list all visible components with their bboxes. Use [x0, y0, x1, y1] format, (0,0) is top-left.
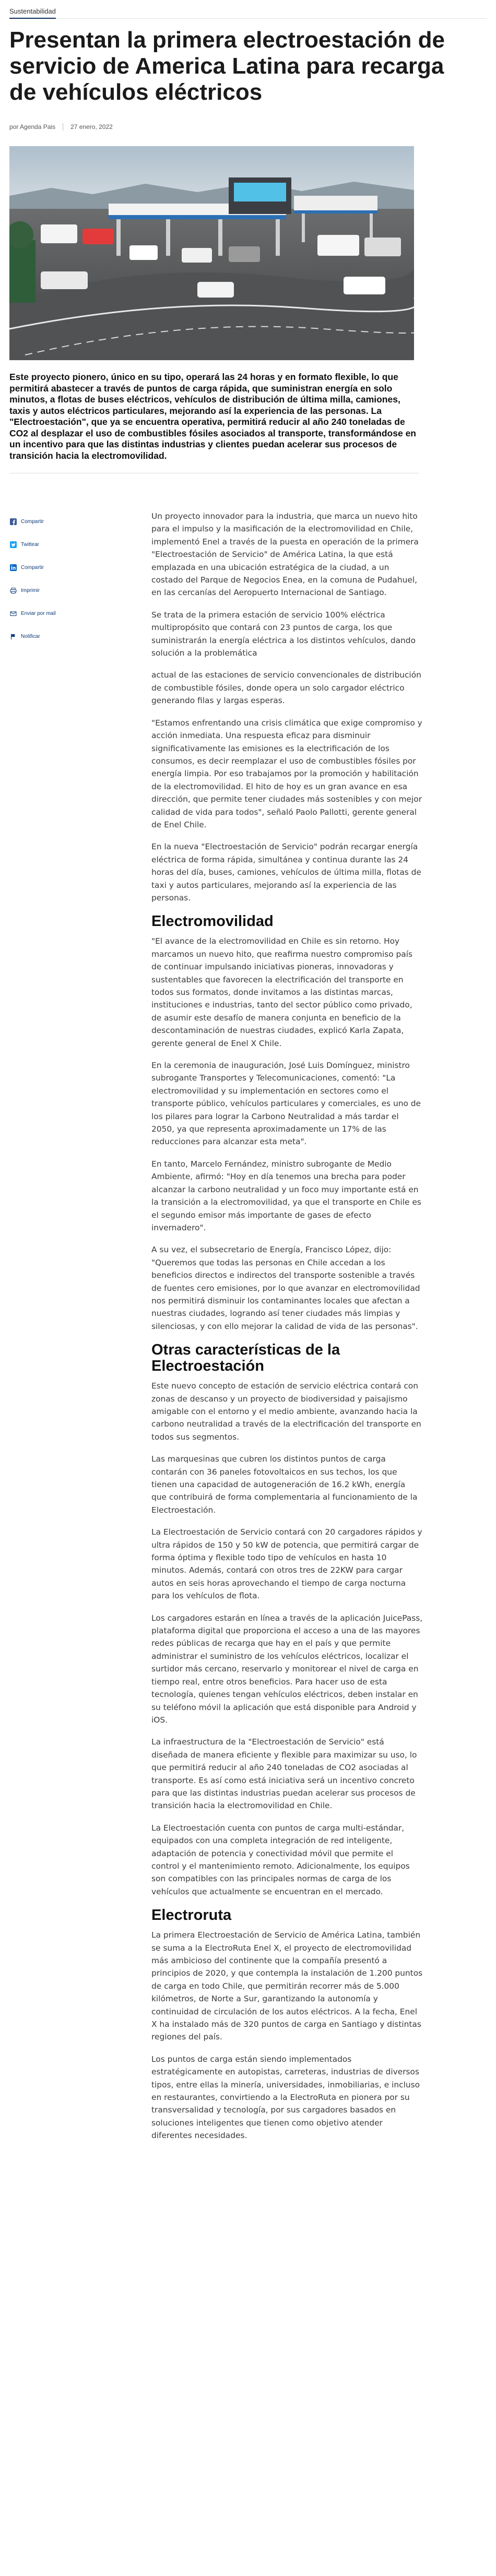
publish-date: 27 enero, 2022	[70, 123, 113, 130]
section-heading: Otras características de la Electroestación	[151, 1342, 340, 1375]
share-twitter[interactable]	[9, 533, 72, 556]
paragraph: La primera Electroestación de Servicio de América Latina, también se suma a la ElectroRuta Enel X, el proyecto de electromovilidad más ambicioso del continente que la compañía presentó a principios de 2020, y que contempla la instalación de 1.200 puntos de carga en todo Chile, que permitirán recorrer más de 5.000 kilómetros, de Norte a Sur, garantizando la autonomía y continuidad de circulación de los autos eléctricos. A la fecha, Enel X ha instalado más de 320 puntos de carga en Santiago y distintas regiones del país.	[151, 1930, 423, 2042]
paragraph: Los puntos de carga están siendo implementados estratégicamente en autopistas, carreteras, industrias de diversos tipos, entre ellas la minería, universidades, inmobiliarias, e incluso en restaurantes, convirtiendo a la ElectroRuta en pionera por su transversalidad y tecnología, por sus cargadores basados en soluciones inteligentes que tienen como objetivo atender diferentes necesidades.	[151, 2054, 420, 2141]
section-heading: Electroruta	[151, 1907, 232, 1924]
paragraph: "El avance de la electromovilidad en Chile es sin retorno. Hoy marcamos un nuevo hito, que reafirma nuestro compromiso país de continuar impulsando iniciativas pioneras, innovadoras y sustentables que favorecen la electrificación del transporte en todos sus formatos, donde invitamos a las distintas marcas, instituciones e industrias, tanto del sector público como privado, de asumir este desafío de manera conjunta en beneficio de la descontaminación de nuestras ciudades, explicó Karla Zapata, gerente general de Enel X Chile.	[151, 936, 412, 1048]
top-spacer	[9, 0, 487, 5]
paragraph: Los cargadores estarán en línea a través de la aplicación JuicePass, plataforma digital que proporciona el acceso a una de las mayores redes públicas de recarga que hay en el país y que permite administrar el suministro de los vehículos eléctricos, localizar el surtidor más cercano, reservarlo y monitorear el nivel de carga en tiempo real, entre otros beneficios. Para hacer uso de esta tecnología, quienes tengan vehículos eléctricos, deben instalar en su teléfono móvil la aplicación que está disponible para Android y iOS.	[151, 1613, 423, 1725]
category-link[interactable]: Sustentabilidad	[9, 7, 56, 19]
paragraph: La infraestructura de la "Electroestación de Servicio" está diseñada de manera eficiente y flexible para maximizar su uso, lo que permitirá reducir al año 240 toneladas de CO2 asociadas al transporte. Es así como está iniciativa será un incentivo concreto para que las distintas industrias puedan acelerar sus procesos de transición hacia la electromovilidad en Chile.	[151, 1737, 417, 1811]
linkedin-icon	[9, 564, 17, 571]
share-print[interactable]	[9, 579, 72, 602]
article-content	[9, 510, 487, 2142]
paragraph: En tanto, Marcelo Fernández, ministro subrogante de Medio Ambiente, afirmó: "Hoy en día tenemos una brecha para poder alcanzar la carbono neutralidad y un foco muy importante está en la transición a la electromovilidad, ya que el transporte en Chile es el segundo emisor más importante de gases de efecto invernadero".	[151, 1159, 421, 1232]
flag-icon	[9, 633, 17, 640]
share-bar	[9, 510, 72, 648]
share-facebook[interactable]	[9, 510, 72, 533]
electrostation-photo	[9, 146, 414, 360]
category-bar	[9, 5, 487, 19]
share-label: Enviar por mail	[21, 610, 56, 616]
share-label: Twittear	[21, 541, 40, 548]
share-linkedin[interactable]	[9, 556, 72, 579]
paragraph: actual de las estaciones de servicio convencionales de distribución de combustible fósiles, donde opera un solo cargador eléctrico generando filas y largas esperas.	[151, 670, 421, 706]
paragraph: La Electroestación cuenta con puntos de carga multi-estándar, equipados con una completa integración de red inteligente, adaptación de potencia y conectividad móvil que permite el control y el mantenimiento remoto. Adicionalmente, los equipos son compatibles con las principales normas de carga de los vehículos que actualmente se encuentran en el mercado.	[151, 1823, 410, 1896]
paragraph: Este nuevo concepto de estación de servicio eléctrica contará con zonas de descanso y un proyecto de biodiversidad y paisajismo amigable con el entorno y el medio ambiente, avanzando hacia la carbono neutralidad a través de la electrificación del transporte en todos sus segmentos.	[151, 1381, 421, 1442]
article-body	[151, 510, 423, 2142]
author[interactable]: por Agenda Pais	[9, 123, 56, 130]
facebook-icon	[9, 518, 17, 525]
share-label: Imprimir	[21, 587, 40, 593]
share-label: Compartir	[21, 564, 44, 571]
hero-image	[9, 146, 414, 360]
paragraph: En la nueva "Electroestación de Servicio" podrán recargar energía eléctrica de forma rápida, simultánea y continua durante las 24 horas del día, buses, camiones, vehículos de última milla, flotas de taxi y autos particulares, mejorando así la experiencia de las personas.	[151, 842, 421, 903]
article-lead: Este proyecto pionero, único en su tipo, operará las 24 horas y en formato flexible, lo que permitirá abastecer a través de puntos de carga rápida, que suministran energía en solo minutos, a flotas de buses eléctricos, vehículos de distribución de última milla, camiones, taxis y autos eléctricos particulares, mejorando así la experiencia de las personas. La "Electroestación", que ya se encuentra operativa, permitirá reducir al año 240 toneladas de CO2 al desplazar el uso de combustibles fósiles asociados al transporte, transformándose en un incentivo para que las distintas industrias y clientes puedan acelerar sus procesos de transición hacia la electromovilidad.	[9, 372, 416, 461]
share-report[interactable]	[9, 625, 72, 648]
paragraph: Se trata de la primera estación de servicio 100% eléctrica multipropósito que contará con 23 puntos de carga, los que suministrarán la energía eléctrica a los distintos vehículos, dando solución a la problemática	[151, 610, 416, 658]
share-label: Notificar	[21, 633, 40, 639]
section-heading: Electromovilidad	[151, 913, 274, 930]
paragraph: "Estamos enfrentando una crisis climática que exige compromiso y acción inmediata. Una respuesta eficaz para disminuir significativamente las emisiones es la electrificación de los consumos, es decir reemplazar el uso de combustibles fósiles por energía limpia. Por eso trabajamos por la promoción y habilitación de la electromovilidad. El hito de hoy es un gran avance en esa dirección, que permite tener ciudades más sostenibles y con mejor calidad de vida para todos", señaló Paolo Pallotti, gerente general de Enel Chile.	[151, 718, 422, 829]
share-label: Compartir	[21, 518, 44, 525]
paragraph: Las marquesinas que cubren los distintos puntos de carga contarán con 36 paneles fotovoltaicos en sus techos, los que tienen una capacidad de autogeneración de 16.2 kWh, energía que contribuirá de forma complementaria al funcionamiento de la Electroestación.	[151, 1454, 418, 1515]
paragraph: La Electroestación de Servicio contará con 20 cargadores rápidos y ultra rápidos de 150 y 50 kW de potencia, que permitirá cargar de forma óptima y flexible todo tipo de vehículos en hasta 10 minutos. Además, contará con otros tres de 22KW para cargar autos en seis horas aprovechando el tiempo de carga nocturna para los vehículos de flota.	[151, 1527, 422, 1601]
page-title: Presentan la primera electroestación de servicio de America Latina para recarga de vehículos eléctricos	[9, 27, 445, 105]
twitter-icon	[9, 541, 17, 548]
paragraph: Un proyecto innovador para la industria, que marca un nuevo hito para el impulso y la masificación de la electromovilidad en Chile, implementó Enel a través de la puesta en operación de la primera "Electroestación de Servicio" de América Latina, la que está emplazada en una ubicación estratégica de la ciudad, a un costado del Parque de Negocios Enea, en la comuna de Pudahuel, en las cercanías del Aeropuerto Internacional de Santiago.	[151, 512, 419, 598]
share-mail[interactable]	[9, 602, 72, 625]
byline	[9, 123, 487, 130]
print-icon	[9, 587, 17, 594]
mail-icon	[9, 610, 17, 617]
paragraph: En la ceremonia de inauguración, José Luis Domínguez, ministro subrogante Transportes y Telecomunicaciones, comentó: "La electromovilidad y su implementación en sectores como el transporte público, vehículos particulares y comerciales, es uno de los pilares para lograr la Carbono Neutralidad a más tardar el 2050, ya que representa aproximadamente un 17% de las reducciones para alcanzar esta meta".	[151, 1061, 421, 1147]
paragraph: A su vez, el subsecretario de Energía, Francisco López, dijo: "Queremos que todas las personas en Chile accedan a los beneficios directos e indirectos del transporte sostenible a través de fuentes cero emisiones, por lo que avanzar en electromovilidad nos permitirá disminuir los contaminantes locales que afectan a nuestras ciudades, logrando así tener ciudades más limpias y silenciosas, y con ello mejorar la calidad de vida de las personas".	[151, 1245, 420, 1331]
